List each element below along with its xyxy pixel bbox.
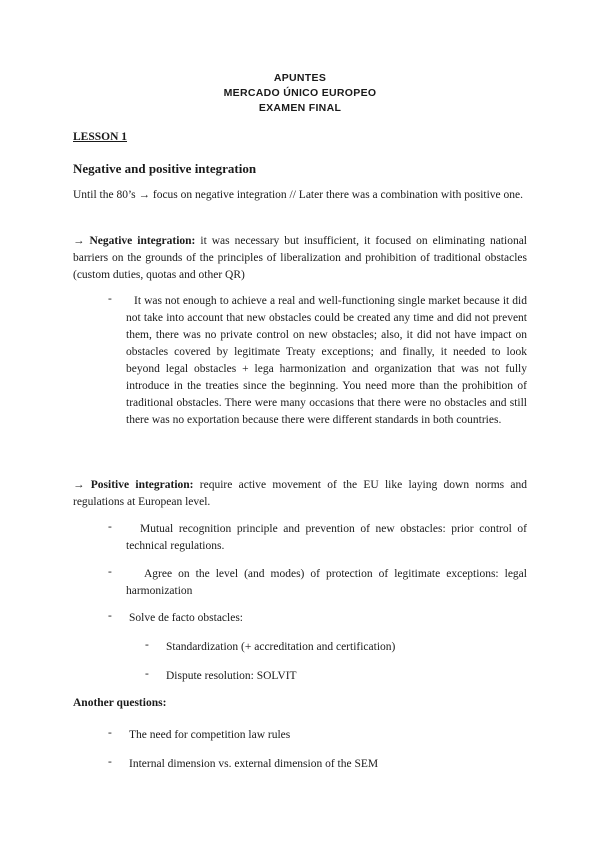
sub-bullet-marker: - — [145, 668, 149, 680]
positive-bullet-2: Agree on the level (and modes) of protection of legitimate exceptions: legal harmonization — [126, 568, 527, 597]
bullet-marker: - — [108, 293, 112, 305]
header-title-apuntes: APUNTES — [273, 72, 327, 84]
negative-bullet-text: It was not enough to achieve a real and well-functioning single market because it did not take into account that new obstacles could be created any time and did not prevent them, there was no private control on new obstacles; also, it did not have impact on obstacles covered by legitimate Treaty exceptions; and finally, it needed to look beyond legal obstacles + lega harmonization and organization that was not fully introduce in the treaties since the beginning. You need more than the prohibition of traditional obstacles. There were many occasions that there were no obstacles and still there was no exportation because there were different standards in both countries. — [126, 295, 527, 426]
lesson-title: LESSON 1 — [73, 131, 128, 143]
header-title-exam: EXAMEN FINAL — [258, 102, 342, 114]
bullet-marker: - — [108, 521, 112, 533]
positive-integration-paragraph — [73, 477, 527, 511]
positive-integration-label: → Positive integration: — [73, 479, 194, 491]
bullet-marker: - — [108, 727, 112, 739]
bullet-marker: - — [108, 566, 112, 578]
positive-bullet-3: Solve de facto obstacles: — [129, 612, 244, 624]
section-heading: Negative and positive integration — [73, 161, 257, 176]
intro-paragraph: Until the 80’s → focus on negative integration // Later there was a combination with positive one. — [73, 189, 523, 201]
sub-bullet-dispute-resolution: Dispute resolution: SOLVIT — [166, 670, 297, 682]
bullet-marker: - — [108, 610, 112, 622]
sub-bullet-standardization: Standardization (+ accreditation and certification) — [166, 641, 396, 653]
question-bullet-dimension: Internal dimension vs. external dimension of the SEM — [129, 758, 379, 770]
positive-bullet-1: Mutual recognition principle and prevention of new obstacles: prior control of technical regulations. — [126, 523, 527, 552]
another-questions-heading: Another questions: — [73, 697, 167, 709]
sub-bullet-marker: - — [145, 639, 149, 651]
bullet-marker: - — [108, 756, 112, 768]
negative-integration-text: it was necessary but insufficient, it focused on eliminating national barriers on the grounds of the principles of liberalization and prohibition of traditional obstacles (custom duties, quotas and other QR) — [73, 235, 527, 281]
negative-integration-paragraph — [73, 233, 527, 284]
positive-integration-text: require active movement of the EU like laying down norms and regulations at European level. — [73, 479, 527, 508]
header-title-course: MERCADO ÚNICO EUROPEO — [223, 87, 377, 99]
negative-integration-label: → Negative integration: — [73, 235, 196, 247]
question-bullet-competition: The need for competition law rules — [129, 729, 291, 741]
